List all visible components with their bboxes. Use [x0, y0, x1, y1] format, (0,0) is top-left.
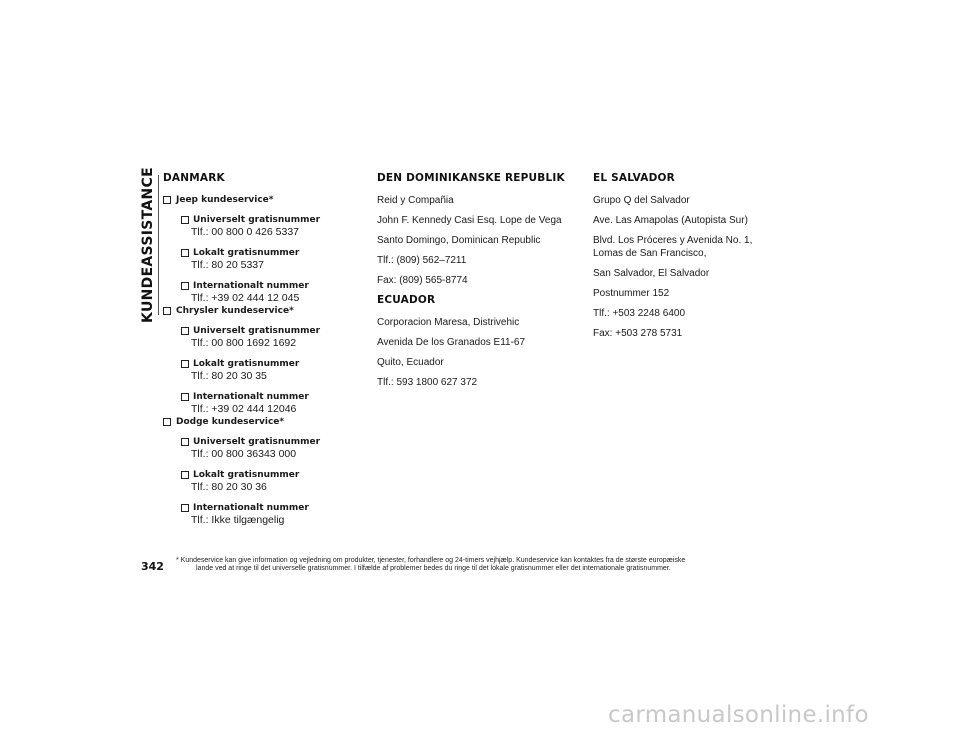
address-line: Santo Domingo, Dominican Republic — [377, 235, 541, 246]
entry-label: Lokalt gratisnummer — [193, 359, 300, 369]
denmark-column — [163, 172, 363, 527]
entry-label: Universelt gratisnummer — [193, 326, 321, 336]
section-title — [138, 167, 158, 323]
fax-line: Fax: +503 278 5731 — [593, 328, 683, 339]
entry-value: Tlf.: +39 02 444 12046 — [191, 403, 297, 415]
address-line: Lomas de San Francisco, — [593, 248, 707, 259]
address-line: Ave. Las Amapolas (Autopista Sur) — [593, 215, 748, 226]
checkbox-icon — [181, 282, 189, 290]
watermark: carmanualsonline.info — [608, 702, 869, 728]
checkbox-icon — [181, 249, 189, 257]
address-line: Corporacion Maresa, Distrivehic — [377, 317, 520, 328]
entry-value: Tlf.: 00 800 1692 1692 — [191, 337, 297, 349]
el-salvador-column — [593, 172, 803, 347]
checkbox-icon — [181, 216, 189, 224]
checkbox-icon — [181, 504, 189, 512]
checkbox-icon — [181, 438, 189, 446]
footnote-line: lande ved at ringe til det universelle gratisnummer. I tilfælde af problemer bedes du ringe til det lokale gratisnummer eller det internationale gratisnummer. — [196, 565, 671, 572]
postal-line: Postnummer 152 — [593, 288, 670, 299]
el-salvador-heading: EL SALVADOR — [593, 172, 675, 184]
fax-line: Fax: (809) 565-8774 — [377, 275, 468, 286]
sub-entry — [181, 469, 363, 494]
dominican-ecuador-column — [377, 172, 587, 396]
sub-entry — [181, 325, 363, 350]
section-title-text: KUNDEASSISTANCE — [140, 167, 157, 323]
entry-label: Universelt gratisnummer — [193, 437, 321, 447]
phone-line: Tlf.: 593 1800 627 372 — [377, 377, 478, 388]
checkbox-icon — [163, 307, 171, 315]
footnote — [176, 557, 796, 573]
entry-value: Tlf.: 80 20 30 35 — [191, 370, 267, 382]
denmark-heading: DANMARK — [163, 172, 225, 184]
phone-line: Tlf.: +503 2248 6400 — [593, 308, 686, 319]
checkbox-icon — [181, 327, 189, 335]
checkbox-icon — [181, 360, 189, 368]
address-block — [593, 234, 803, 260]
service-title: Chrysler kundeservice* — [176, 306, 294, 316]
page-number: 342 — [141, 560, 164, 573]
checkbox-icon — [163, 196, 171, 204]
entry-label: Universelt gratisnummer — [193, 215, 321, 225]
sub-entry — [181, 214, 363, 239]
dodge-service — [163, 416, 363, 527]
entry-value: Tlf.: 00 800 36343 000 — [191, 448, 297, 460]
dominican-heading: DEN DOMINIKANSKE REPUBLIK — [377, 172, 565, 184]
sub-entry — [181, 358, 363, 383]
entry-value: Tlf.: 80 20 5337 — [191, 259, 264, 271]
address-line: Reid y Compañia — [377, 195, 454, 206]
entry-value: Tlf.: Ikke tilgængelig — [191, 514, 285, 526]
entry-label: Lokalt gratisnummer — [193, 248, 300, 258]
checkbox-icon — [181, 471, 189, 479]
ecuador-heading: ECUADOR — [377, 294, 436, 306]
entry-value: Tlf.: +39 02 444 12 045 — [191, 292, 300, 304]
sub-entry — [181, 247, 363, 272]
sub-entry — [181, 391, 363, 416]
address-line: San Salvador, El Salvador — [593, 268, 710, 279]
chrysler-service — [163, 305, 363, 416]
sub-entry — [181, 502, 363, 527]
footnote-line: * Kundeservice kan give information og vejledning om produkter, tjenester, forhandlere og 24-timers vejhjælp. Kundeservice kan kontaktes fra de største europæiske — [176, 557, 686, 564]
sub-entry — [181, 280, 363, 305]
address-line: Avenida De los Granados E11-67 — [377, 337, 526, 348]
checkbox-icon — [181, 393, 189, 401]
sub-entry — [181, 436, 363, 461]
entry-label: Internationalt nummer — [193, 392, 309, 402]
entry-value: Tlf.: 80 20 30 36 — [191, 481, 267, 493]
address-line: Grupo Q del Salvador — [593, 195, 690, 206]
checkbox-icon — [163, 418, 171, 426]
address-line: John F. Kennedy Casi Esq. Lope de Vega — [377, 215, 562, 226]
entry-value: Tlf.: 00 800 0 426 5337 — [191, 226, 299, 238]
jeep-service — [163, 194, 363, 305]
service-title: Dodge kundeservice* — [176, 417, 285, 427]
phone-line: Tlf.: (809) 562–7211 — [377, 255, 467, 266]
section-divider — [158, 175, 159, 315]
entry-label: Internationalt nummer — [193, 281, 309, 291]
entry-label: Internationalt nummer — [193, 503, 309, 513]
address-line: Blvd. Los Próceres y Avenida No. 1, — [593, 235, 753, 246]
address-line: Quito, Ecuador — [377, 357, 444, 368]
entry-label: Lokalt gratisnummer — [193, 470, 300, 480]
service-title: Jeep kundeservice* — [176, 195, 274, 205]
